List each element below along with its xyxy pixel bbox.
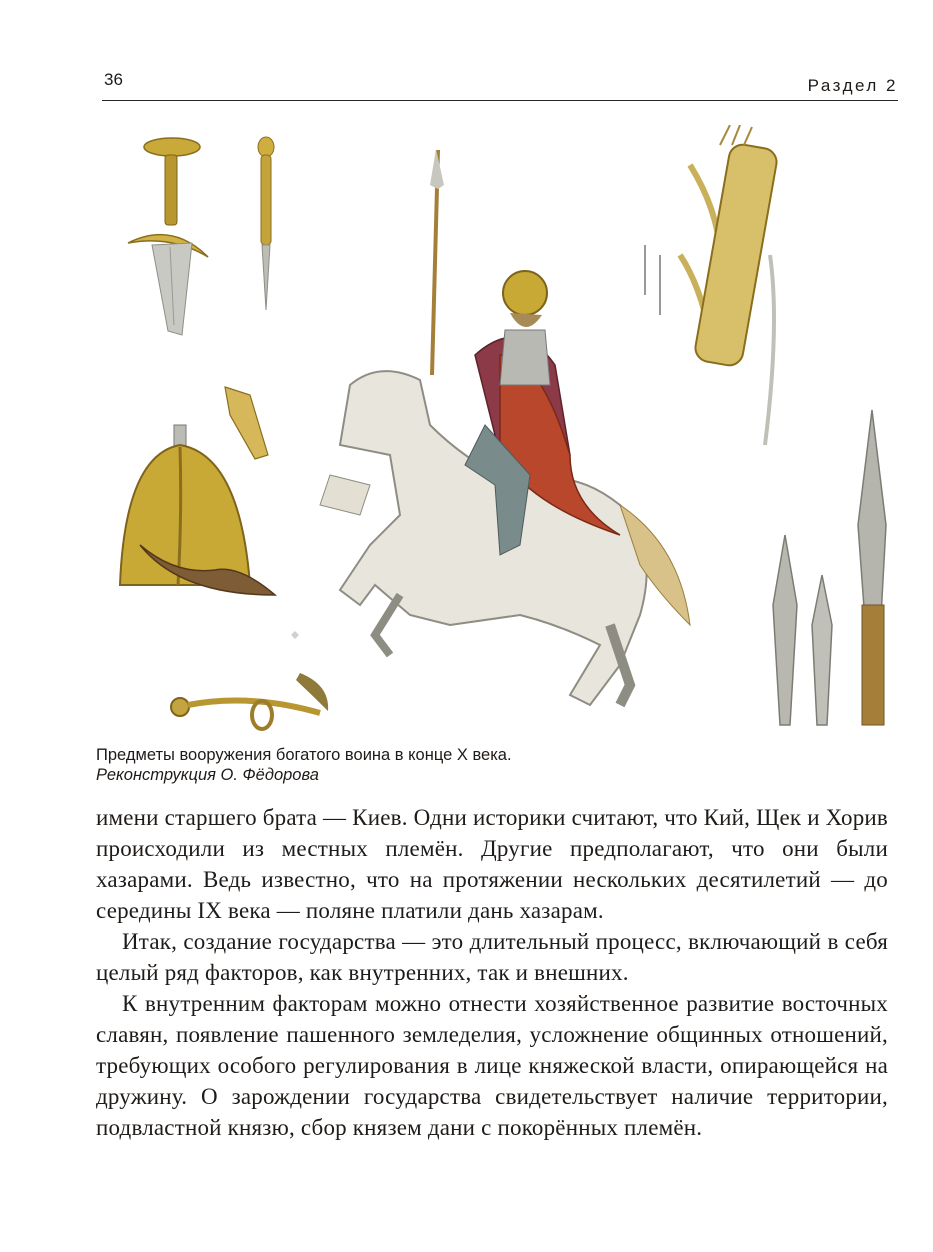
paragraph: К внутренним факторам можно отнести хозяйственное развитие восточных славян, появление пашенного земледелия, усложнение общинных отношений, требующих особого регулирования в лице княжеской власти, опирающейся на дружину. О зарождении государства свидетельствует наличие территории, подвластной князю, сбор князем дани с покорённых племён. [96, 991, 888, 1140]
paragraph: имени старшего брата — Киев. Одни историки считают, что Кий, Щек и Хорив происходили из местных племён. Другие предполагают, что они были хазарами. Ведь известно, что на протяжении нескольких десятилетий — до середины IX века — поляне платили дань хазарам. [96, 805, 888, 923]
belt-icon [171, 673, 328, 729]
spearheads-icon [773, 410, 886, 725]
dagger-icon [258, 137, 274, 310]
sword-icon [128, 138, 208, 335]
quiver-icon [645, 125, 779, 445]
page-header [102, 64, 898, 101]
page-number: 36 [104, 70, 123, 89]
paragraph: Итак, создание государства — это длительный процесс, включающий в себя целый ряд факторов, как внутренних, так и внешних. [96, 929, 888, 985]
figure-caption [96, 745, 896, 785]
warrior-illustration [100, 125, 900, 740]
caption-credit: Реконструкция О. Фёдорова [96, 766, 319, 784]
horse-rider-icon [320, 271, 690, 705]
caption-text: Предметы вооружения богатого воина в конце X века. [96, 746, 512, 764]
body-text [96, 802, 888, 1143]
section-label: Раздел 2 [807, 76, 898, 95]
